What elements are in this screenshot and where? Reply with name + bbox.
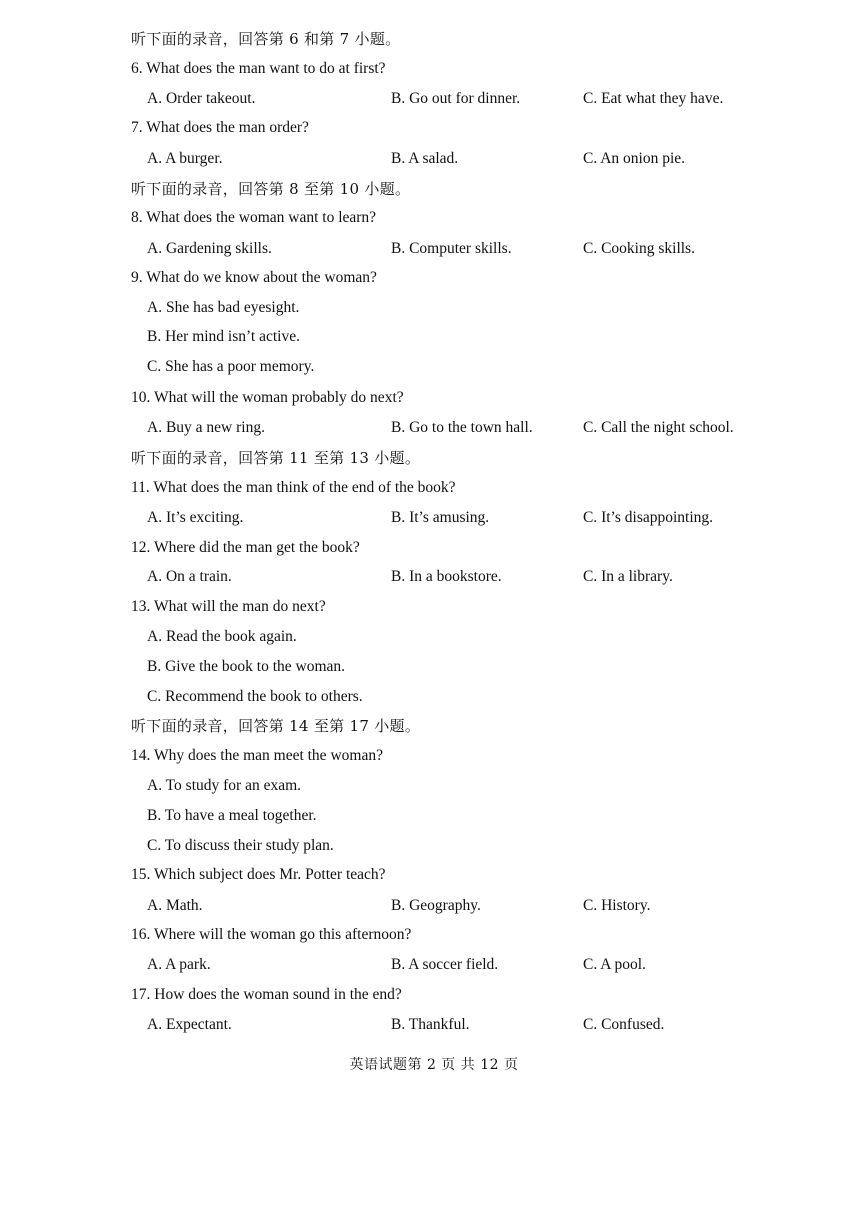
- option-13c: [0, 686, 868, 708]
- option-a: A. A park.: [147, 956, 211, 973]
- option-a: A. Math.: [147, 897, 203, 914]
- option-a: A. It’s exciting.: [147, 509, 244, 526]
- question-text: 10. What will the woman probably do next?: [131, 389, 404, 406]
- options-6: [0, 88, 868, 110]
- option-14b: [0, 805, 868, 827]
- options-7: [0, 148, 868, 170]
- option-13a: [0, 626, 868, 648]
- option-a: A. To study for an exam.: [147, 777, 302, 794]
- option-b: B. Go to the town hall.: [391, 419, 533, 436]
- section-instruction: [0, 178, 868, 200]
- option-c: C. An onion pie.: [583, 150, 686, 167]
- question-text: 9. What do we know about the woman?: [131, 269, 377, 286]
- option-c: C. To discuss their study plan.: [147, 837, 334, 854]
- question-13: [0, 596, 868, 618]
- options-15: [0, 895, 868, 917]
- option-b: B. Thankful.: [391, 1016, 470, 1033]
- option-b: B. Give the book to the woman.: [147, 658, 346, 675]
- question-text: 6. What does the man want to do at first?: [131, 60, 386, 77]
- question-15: [0, 864, 868, 886]
- option-b: B. It’s amusing.: [391, 509, 490, 526]
- question-text: 13. What will the man do next?: [131, 598, 326, 615]
- section-instruction: [0, 447, 868, 469]
- section-instruction: [0, 715, 868, 737]
- options-16: [0, 954, 868, 976]
- question-text: 17. How does the woman sound in the end?: [131, 986, 402, 1003]
- option-a: A. A burger.: [147, 150, 223, 167]
- instruction-text: 听下面的录音，回答第 14 至第 17 小题。: [131, 717, 421, 735]
- option-a: A. Order takeout.: [147, 90, 256, 107]
- question-12: [0, 537, 868, 559]
- option-9b: [0, 326, 868, 348]
- options-17: [0, 1014, 868, 1036]
- option-c: C. She has a poor memory.: [147, 358, 315, 375]
- option-14a: [0, 775, 868, 797]
- option-b: B. To have a meal together.: [147, 807, 317, 824]
- option-c: C. Recommend the book to others.: [147, 688, 363, 705]
- instruction-text: 听下面的录音，回答第 8 至第 10 小题。: [131, 180, 411, 198]
- question-11: [0, 477, 868, 499]
- option-c: C. Eat what they have.: [583, 90, 724, 107]
- option-c: C. Call the night school.: [583, 419, 734, 436]
- option-a: A. Read the book again.: [147, 628, 297, 645]
- question-text: 16. Where will the woman go this afternoon?: [131, 926, 412, 943]
- question-text: 12. Where did the man get the book?: [131, 539, 360, 556]
- option-14c: [0, 835, 868, 857]
- question-14: [0, 745, 868, 767]
- question-8: [0, 207, 868, 229]
- option-b: B. In a bookstore.: [391, 568, 502, 585]
- question-7: [0, 117, 868, 139]
- option-a: A. Expectant.: [147, 1016, 232, 1033]
- option-b: B. A soccer field.: [391, 956, 499, 973]
- option-c: C. Cooking skills.: [583, 240, 695, 257]
- options-11: [0, 507, 868, 529]
- instruction-text: 听下面的录音，回答第 6 和第 7 小题。: [131, 30, 401, 48]
- option-c: C. In a library.: [583, 568, 673, 585]
- option-a: A. Buy a new ring.: [147, 419, 265, 436]
- options-10: [0, 417, 868, 439]
- option-9c: [0, 356, 868, 378]
- question-text: 15. Which subject does Mr. Potter teach?: [131, 866, 386, 883]
- option-a: A. Gardening skills.: [147, 240, 272, 257]
- question-text: 7. What does the man order?: [131, 119, 309, 136]
- options-8: [0, 238, 868, 260]
- option-c: C. Confused.: [583, 1016, 665, 1033]
- option-a: A. She has bad eyesight.: [147, 299, 300, 316]
- option-b: B. A salad.: [391, 150, 459, 167]
- option-c: C. It’s disappointing.: [583, 509, 714, 526]
- instruction-text: 听下面的录音，回答第 11 至第 13 小题。: [131, 449, 421, 467]
- option-b: B. Her mind isn’t active.: [147, 328, 300, 345]
- question-10: [0, 387, 868, 409]
- page-footer: 英语试题第 2 页 共 12 页: [349, 1057, 519, 1073]
- question-17: [0, 984, 868, 1006]
- option-c: C. History.: [583, 897, 651, 914]
- question-text: 8. What does the woman want to learn?: [131, 209, 377, 226]
- section-instruction: [0, 28, 868, 50]
- option-b: B. Geography.: [391, 897, 481, 914]
- options-12: [0, 566, 868, 588]
- question-16: [0, 924, 868, 946]
- option-13b: [0, 656, 868, 678]
- question-text: 11. What does the man think of the end of the book?: [131, 479, 456, 496]
- option-b: B. Computer skills.: [391, 240, 512, 257]
- option-c: C. A pool.: [583, 956, 646, 973]
- option-b: B. Go out for dinner.: [391, 90, 521, 107]
- question-text: 14. Why does the man meet the woman?: [131, 747, 383, 764]
- option-9a: [0, 297, 868, 319]
- question-9: [0, 267, 868, 289]
- question-6: [0, 58, 868, 80]
- option-a: A. On a train.: [147, 568, 232, 585]
